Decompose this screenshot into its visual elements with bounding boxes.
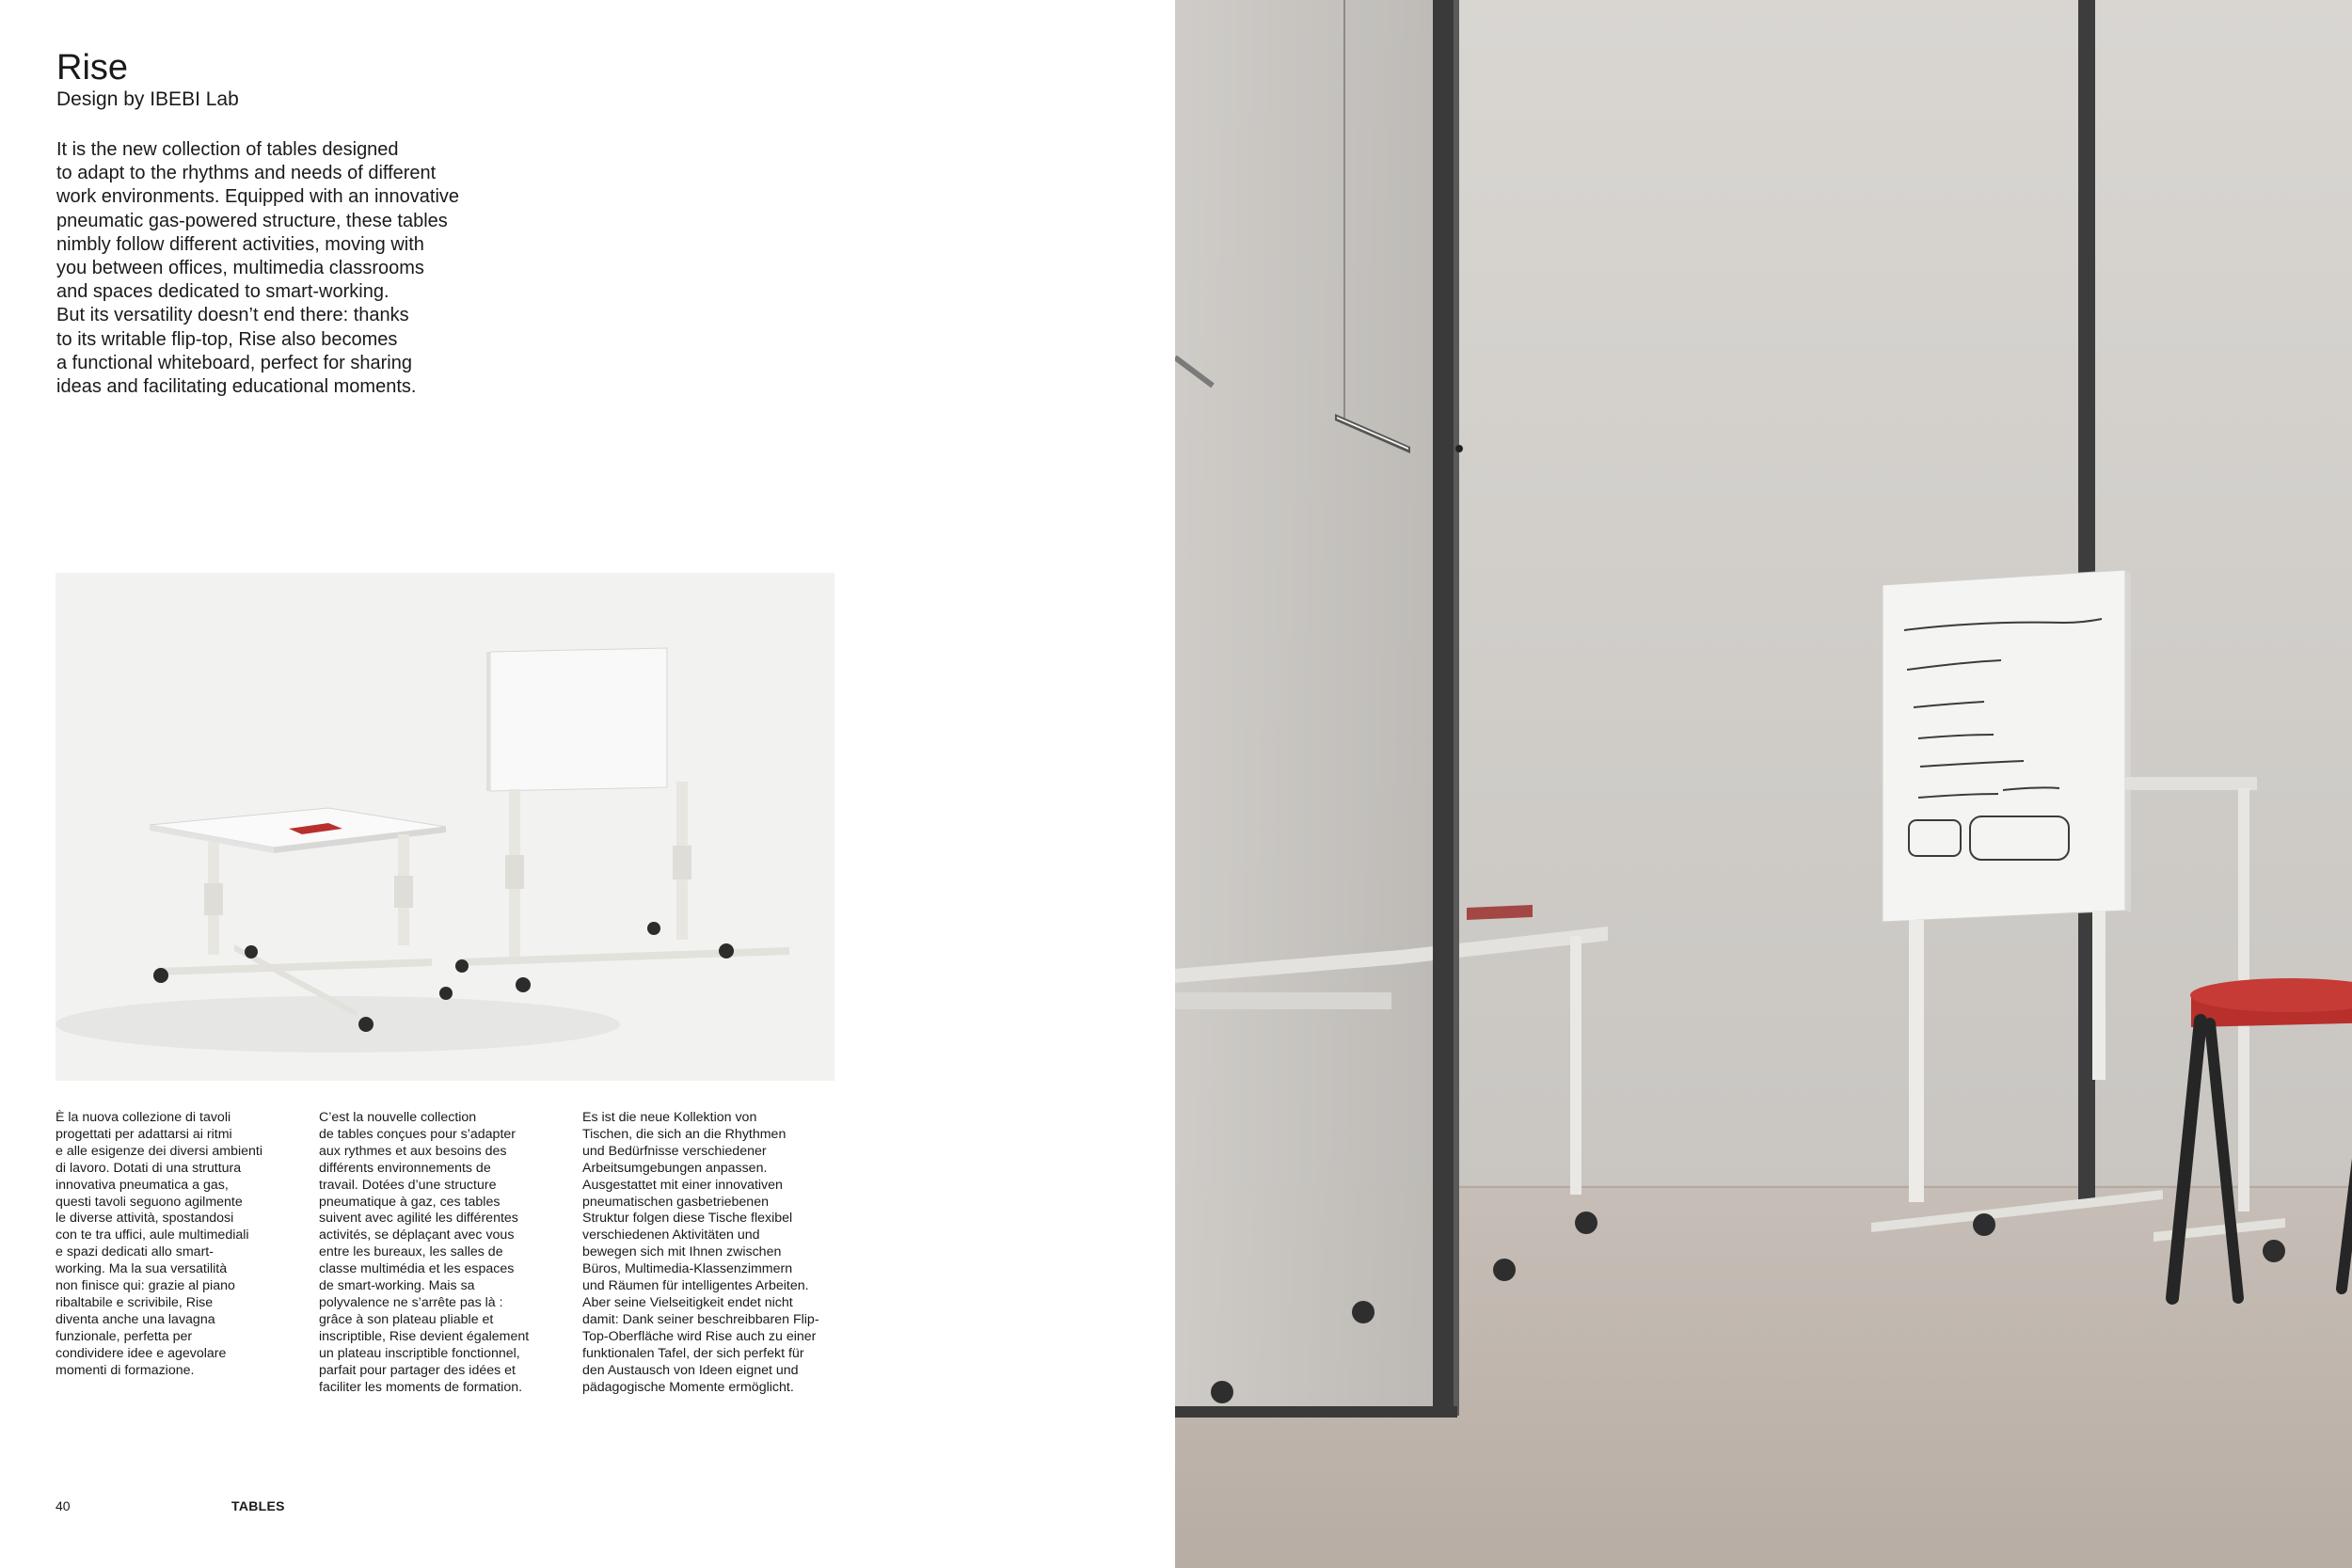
scene-photo (1175, 0, 2352, 1568)
text-column-french: C’est la nouvelle collection de tables conçues pour s’adapter aux rythmes et aux besoins des différents environnements de travail. Dotées d’une structure pneumatique à gaz, ces tables suivent avec agilité les différentes activités, se déplaçant avec vous entre les bureaux, les salles de classe multimédia et les espaces de smart-working. Mais sa polyvalence ne s’arrête pas là : grâce à son plateau pliable et inscriptible, Rise devient également un plateau inscriptible fonctionnel, parfait pour partager des idées et faciliter les moments de formation. (319, 1110, 530, 1395)
page-number: 40 (56, 1498, 71, 1513)
whiteboard (1883, 570, 2131, 922)
text-column-german: Es ist die neue Kollektion von Tischen, die sich an die Rhythmen und Bedürfnisse verschiedener Arbeitsumgebungen anpassen. Ausgestattet mit einer innovativen pneumatischen gasbetriebenen Struktur folgen diese Tische flexibel verschiedenen Aktivitäten und bewegen sich mit Ihnen zwischen Büros, Multimedia-Klassenzimmern und Räumen für intelligentes Arbeiten. Aber seine Vielseitigkeit endet nicht damit: Dank seiner beschreibbaren Flip- Top-Oberfläche wird Rise auch zu einer funktionalen Tafel, der sich perfekt für den Austausch von Ideen eignet und pädagogische Momente ermöglicht. (582, 1110, 819, 1395)
section-label: TABLES (231, 1498, 285, 1513)
tables-illustration (56, 573, 834, 1081)
intro-paragraph: It is the new collection of tables designed to adapt to the rhythms and needs of different work environments. Equipped with an innovative pneumatic gas-powered structure, these tables nimbly follow different activities, moving with you between offices, multimedia classrooms and spaces dedicated to smart-working. But its versatility doesn’t end there: thanks to its writable flip-top, Rise also becomes a functional whiteboard, perfect for sharing ideas and facilitating educational moments. (56, 139, 460, 398)
product-title: Rise (56, 48, 129, 87)
text-column-italian: È la nuova collezione di tavoli progettati per adattarsi ai ritmi e alle esigenze dei diversi ambienti di lavoro. Dotati di una struttura innovativa pneumatica a gas, questi tavoli seguono agilmente le diverse attività, spostandosi con te tra uffici, aule multimediali e spazi dedicati allo smart- working. Ma la sua versatilità non finisce qui: grazie al piano ribaltabile e scrivibile, Rise diventa anche una lavagna funzionale, perfetta per condividere idee e agevolare momenti di formazione. (56, 1110, 263, 1378)
product-photo (56, 573, 834, 1081)
office-scene-illustration (1175, 0, 2352, 1568)
designer-credit: Design by IBEBI Lab (56, 88, 239, 110)
left-page (0, 0, 1175, 1568)
